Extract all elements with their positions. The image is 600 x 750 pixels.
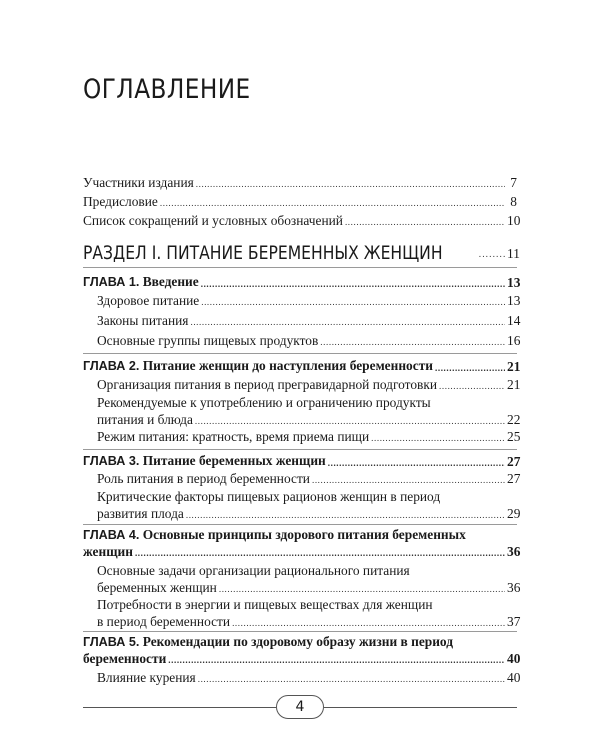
toc-entry[interactable]: [83, 395, 521, 428]
divider: [83, 524, 517, 525]
page-number-badge: [276, 695, 324, 719]
toc-entry-preface[interactable]: [83, 193, 517, 210]
toc-entry-label: Организация питания в период прегравидарной подготовки: [97, 377, 438, 392]
toc-entry[interactable]: [83, 597, 521, 630]
leader-dots: [345, 216, 505, 229]
toc-entry-label-line1: Критические факторы пищевых рационов женщин в период: [97, 489, 441, 504]
toc-entry[interactable]: [83, 312, 521, 329]
leader-dots: [168, 654, 505, 667]
chapter-title: Питание беременных женщин: [142, 453, 326, 468]
toc-entry-label: беременных женщин: [97, 580, 217, 595]
page-number: 4: [295, 699, 305, 715]
toc-entry-page: 21: [507, 377, 521, 392]
divider: [83, 449, 517, 450]
chapter-title: беременности: [83, 651, 167, 666]
toc-chapter-1[interactable]: [83, 273, 521, 291]
chapter-title-line1: Основные принципы здорового питания беременных: [142, 527, 466, 542]
toc-entry-label-line1: Рекомендуемые к употреблению и ограничению продукты: [97, 395, 431, 410]
leader-dots: [160, 197, 505, 210]
chapter-title: Введение: [142, 274, 199, 289]
toc-entry-page: 13: [507, 293, 521, 308]
toc-entry-page: 40: [507, 670, 521, 685]
chapter-number: ГЛАВА 4.: [83, 528, 140, 542]
toc-entry-label: Влияние курения: [97, 670, 196, 685]
toc-entry-page: 14: [507, 313, 521, 328]
toc-entry[interactable]: [83, 292, 521, 309]
leader-dots: [201, 278, 505, 291]
chapter-title-line1: Рекомендации по здоровому образу жизни в период: [142, 634, 454, 649]
toc-entry-label: развития плода: [97, 506, 184, 521]
divider: [83, 267, 517, 268]
toc-entry-page: 36: [507, 580, 521, 595]
toc-chapter-2[interactable]: [83, 357, 521, 375]
toc-entry[interactable]: [83, 669, 521, 686]
toc-entry[interactable]: [83, 563, 521, 596]
section-page: 11: [507, 246, 520, 261]
toc-entry-page: 25: [507, 429, 521, 444]
chapter-page: 27: [507, 454, 521, 469]
leader-dots: [201, 296, 505, 309]
leader-dots: [195, 415, 505, 428]
toc-entry-label: питания и блюда: [97, 412, 193, 427]
toc-entry[interactable]: [83, 428, 521, 445]
leader-dots: [186, 509, 505, 522]
toc-section[interactable]: [83, 242, 520, 264]
chapter-page: 40: [507, 651, 521, 666]
toc-entry-page: 37: [507, 614, 521, 629]
toc-entry-page: 8: [510, 194, 517, 209]
toc-entry-label: Законы питания: [97, 313, 189, 328]
chapter-number: ГЛАВА 1.: [83, 275, 140, 289]
toc-entry-page: 27: [507, 471, 521, 486]
toc-entry-label: Предисловие: [83, 194, 158, 209]
leader-dots: [478, 249, 505, 262]
leader-dots: [328, 457, 505, 470]
toc-entry-label: Участники издания: [83, 175, 194, 190]
chapter-number: ГЛАВА 5.: [83, 635, 140, 649]
chapter-page: 21: [507, 359, 521, 374]
leader-dots: [190, 316, 505, 329]
section-label: РАЗДЕЛ I. ПИТАНИЕ БЕРЕМЕННЫХ ЖЕНЩИН: [83, 242, 443, 264]
leader-dots: [320, 336, 505, 349]
leader-dots: [219, 583, 505, 596]
leader-dots: [232, 617, 505, 630]
toc-entry[interactable]: [83, 332, 521, 349]
toc-entry-page: 16: [507, 333, 521, 348]
toc-entry-label: Роль питания в период беременности: [97, 471, 310, 486]
toc-entry-contributors[interactable]: [83, 174, 517, 191]
toc-entry[interactable]: [83, 489, 521, 522]
toc-entry-page: 29: [507, 506, 521, 521]
chapter-number: ГЛАВА 2.: [83, 359, 140, 373]
toc-entry-page: 10: [507, 213, 521, 228]
leader-dots: [135, 547, 505, 560]
footer-line-right: [324, 707, 517, 708]
page-title: ОГЛАВЛЕНИЕ: [83, 74, 251, 105]
chapter-title: женщин: [83, 544, 133, 559]
chapter-page: 36: [507, 544, 521, 559]
toc-entry-page: 7: [510, 175, 517, 190]
toc-entry[interactable]: [83, 470, 521, 487]
leader-dots: [439, 380, 505, 393]
chapter-number: ГЛАВА 3.: [83, 454, 140, 468]
chapter-title: Питание женщин до наступления беременности: [142, 358, 433, 373]
leader-dots: [312, 474, 505, 487]
leader-dots: [435, 362, 505, 375]
divider: [83, 353, 517, 354]
toc-chapter-3[interactable]: [83, 452, 521, 470]
footer-line-left: [83, 707, 276, 708]
toc-entry-label: Режим питания: кратность, время приема пищи: [97, 429, 370, 444]
toc-entry-label: Основные группы пищевых продуктов: [97, 333, 319, 348]
toc-entry-label-line1: Основные задачи организации рационального питания: [97, 563, 410, 578]
leader-dots: [196, 178, 505, 191]
toc-entry-page: 22: [507, 412, 521, 427]
toc-chapter-5[interactable]: [83, 634, 521, 667]
leader-dots: [198, 673, 505, 686]
toc-entry-label: в период беременности: [97, 614, 231, 629]
chapter-page: 13: [507, 275, 521, 290]
toc-entry-label-line1: Потребности в энергии и пищевых веществах для женщин: [97, 597, 433, 612]
toc-entry-abbreviations[interactable]: [83, 212, 521, 229]
toc-entry-label: Список сокращений и условных обозначений: [83, 213, 343, 228]
toc-chapter-4[interactable]: [83, 527, 521, 560]
toc-entry[interactable]: [83, 376, 521, 393]
toc-entry-label: Здоровое питание: [97, 293, 200, 308]
divider: [83, 631, 517, 632]
leader-dots: [371, 432, 505, 445]
